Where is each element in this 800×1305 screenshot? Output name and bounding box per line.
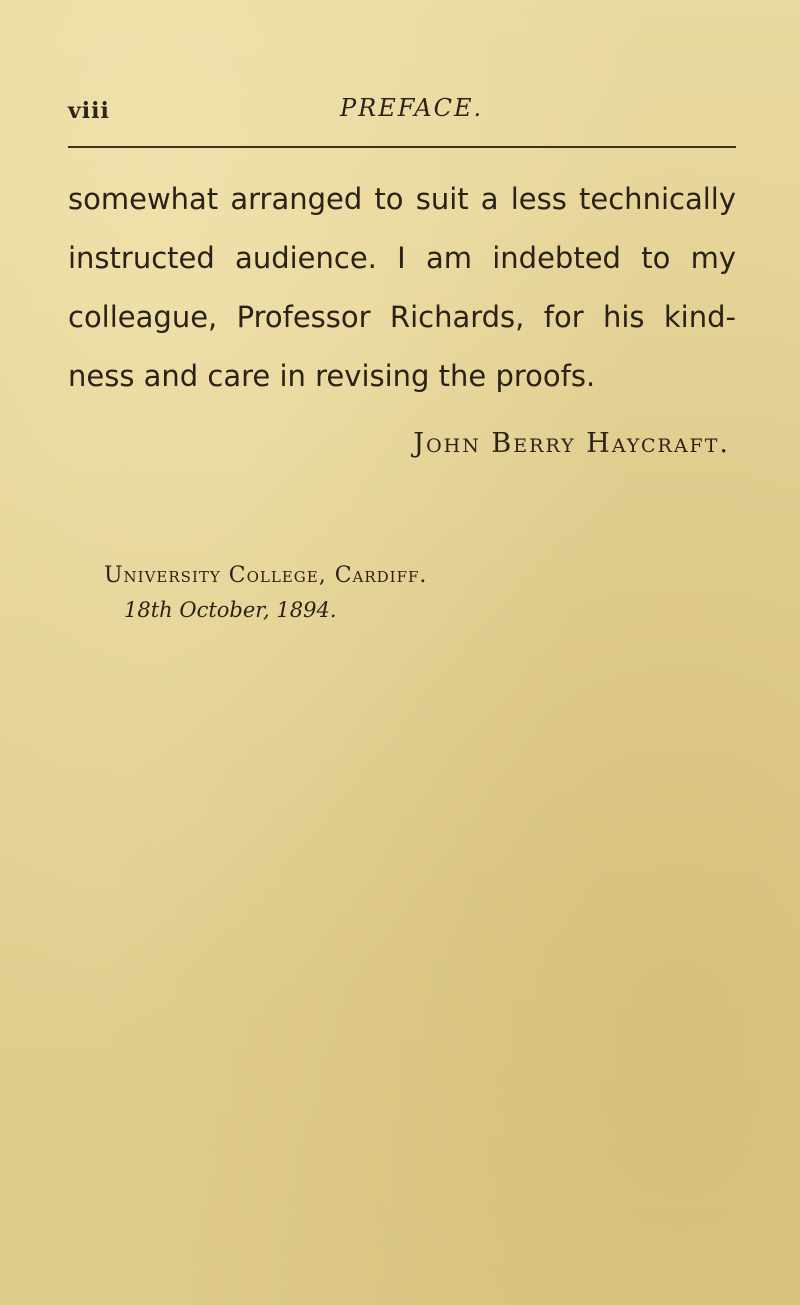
preface-paragraph (68, 170, 748, 406)
preface-date: 18th October, 1894. (124, 598, 337, 622)
author-address: University College, Cardiff. (104, 563, 428, 588)
running-head (68, 92, 736, 132)
page-number: viii (68, 98, 110, 124)
paragraph-line: ness and care in revising the proofs. (68, 359, 596, 393)
paragraph-line: instructed audience. I am indebted to my (68, 241, 736, 275)
paragraph-line: somewhat arranged to suit a less technically (68, 182, 736, 216)
running-title: PREFACE. (340, 94, 484, 122)
paragraph-line: colleague, Professor Richards, for his kind- (68, 300, 736, 334)
author-signature: John Berry Haycraft. (413, 428, 730, 459)
header-rule (68, 146, 736, 148)
